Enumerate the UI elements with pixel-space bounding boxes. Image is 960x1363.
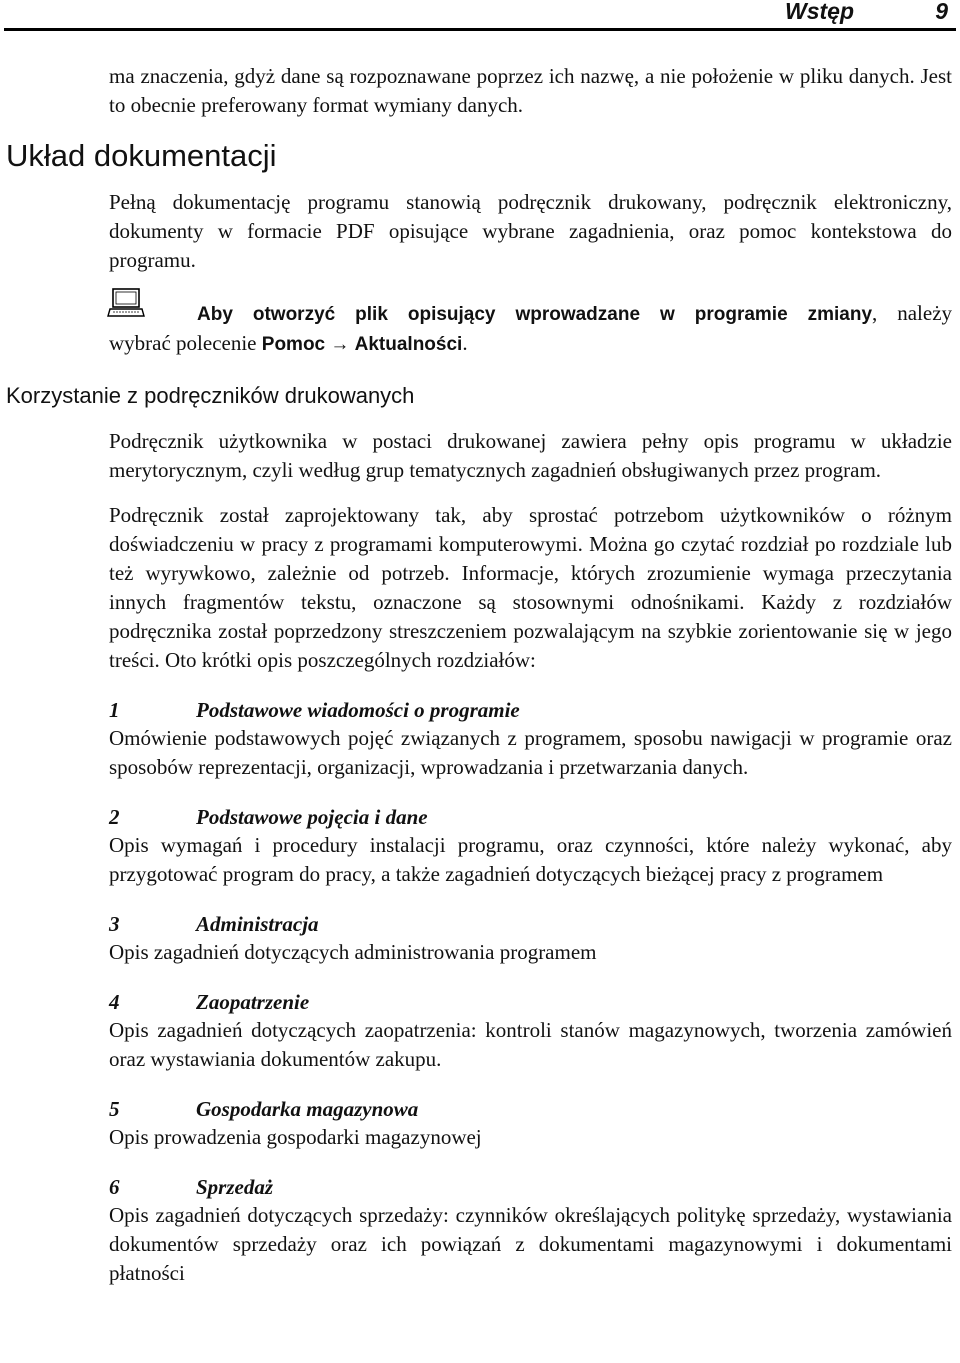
chapter-title: Gospodarka magazynowa bbox=[196, 1097, 419, 1121]
chapter-description: Opis zagadnień dotyczących sprzedaży: czynników określających politykę sprzedaży, wystawiania dokumentów sprzedaży oraz ich powiązań z dokumentami magazynowymi i dokumentami płatności bbox=[109, 1203, 952, 1285]
chapter-description: Opis prowadzenia gospodarki magazynowej bbox=[109, 1125, 482, 1149]
chapter-number: 4 bbox=[109, 990, 120, 1014]
arrow-right-icon: → bbox=[330, 334, 350, 355]
chapter-description: Opis zagadnień dotyczących administrowania programem bbox=[109, 940, 597, 964]
chapter-title: Administracja bbox=[196, 912, 319, 936]
chapter-number: 6 bbox=[109, 1175, 120, 1199]
note-block bbox=[109, 299, 952, 359]
chapter-number: 2 bbox=[109, 805, 120, 829]
chapter-item bbox=[109, 804, 952, 889]
chapter-title: Zaopatrzenie bbox=[196, 990, 310, 1014]
note-suffix: . bbox=[462, 331, 468, 355]
chapter-description: Omówienie podstawowych pojęć związanych z programem, sposobu nawigacji w programie oraz sposobów reprezentacji, organizacji, wprowadzania i przetwarzania danych. bbox=[109, 726, 952, 779]
laptop-icon bbox=[107, 287, 145, 319]
note-after-lead: , należy bbox=[872, 301, 953, 325]
documentation-paragraph: Pełną dokumentację programu stanowią podręcznik drukowany, podręcznik elektroniczny, dokumenty w formacie PDF opisujące wybrane zagadnienia, oraz pomoc kontekstowa do programu. bbox=[109, 190, 952, 272]
chapter-item bbox=[109, 697, 952, 782]
page-number: 9 bbox=[935, 0, 948, 24]
chapter-description: Opis wymagań i procedury instalacji programu, oraz czynności, które należy wykonać, aby przygotować program do pracy, a także zagadnień dotyczących bieżącej pracy z programem bbox=[109, 833, 952, 886]
chapter-number: 3 bbox=[109, 912, 120, 936]
chapter-number: 1 bbox=[109, 698, 120, 722]
note-second-line bbox=[109, 329, 952, 359]
chapter-title: Podstawowe wiadomości o programie bbox=[196, 698, 520, 722]
heading-korzystanie: Korzystanie z podręczników drukowanych bbox=[6, 383, 415, 408]
menu-item-aktualnosci: Aktualności bbox=[354, 334, 463, 355]
page-content bbox=[0, 62, 960, 1288]
note-prefix: wybrać polecenie bbox=[109, 331, 262, 355]
chapter-title: Podstawowe pojęcia i dane bbox=[196, 805, 428, 829]
page-header bbox=[4, 0, 956, 31]
section-title: Wstęp bbox=[785, 0, 854, 24]
chapter-title: Sprzedaż bbox=[196, 1175, 274, 1199]
chapter-description: Opis zagadnień dotyczących zaopatrzenia: kontroli stanów magazynowych, tworzenia zamówień oraz wystawiania dokumentów zakupu. bbox=[109, 1018, 952, 1071]
heading-uklad-dokumentacji: Układ dokumentacji bbox=[6, 138, 277, 173]
chapter-item bbox=[109, 911, 952, 967]
intro-paragraph: ma znaczenia, gdyż dane są rozpoznawane poprzez ich nazwę, a nie położenie w pliku danych. Jest to obecnie preferowany format wymiany danych. bbox=[109, 64, 952, 117]
menu-item-pomoc: Pomoc bbox=[261, 334, 326, 355]
chapter-number: 5 bbox=[109, 1097, 120, 1121]
manual-design-paragraph: Podręcznik został zaprojektowany tak, aby sprostać potrzebom użytkowników o różnym doświadczeniu w pracy z programami komputerowymi. Można go czytać rozdział po rozdziale lub też wyrywkowo, zależnie od potrzeb. Informacje, których zrozumienie wymaga przeczytania innych fragmentów tekstu, oznaczone są stosownymi odnośnikami. Każdy z rozdziałów podręcznika został poprzedzony streszczeniem pozwalającym na szybkie zorientowanie się w jego treści. Oto krótki opis poszczególnych rozdziałów: bbox=[109, 503, 952, 672]
note-bold-lead: Aby otworzyć plik opisujący wprowadzane w programie zmiany bbox=[197, 304, 873, 325]
chapter-item bbox=[109, 1096, 952, 1152]
chapter-item bbox=[109, 989, 952, 1074]
note-first-line bbox=[109, 299, 952, 329]
chapter-item bbox=[109, 1174, 952, 1288]
printed-manual-paragraph: Podręcznik użytkownika w postaci drukowanej zawiera pełny opis programu w układzie merytorycznym, czyli według grup tematycznych zagadnień obsługiwanych przez program. bbox=[109, 429, 952, 482]
